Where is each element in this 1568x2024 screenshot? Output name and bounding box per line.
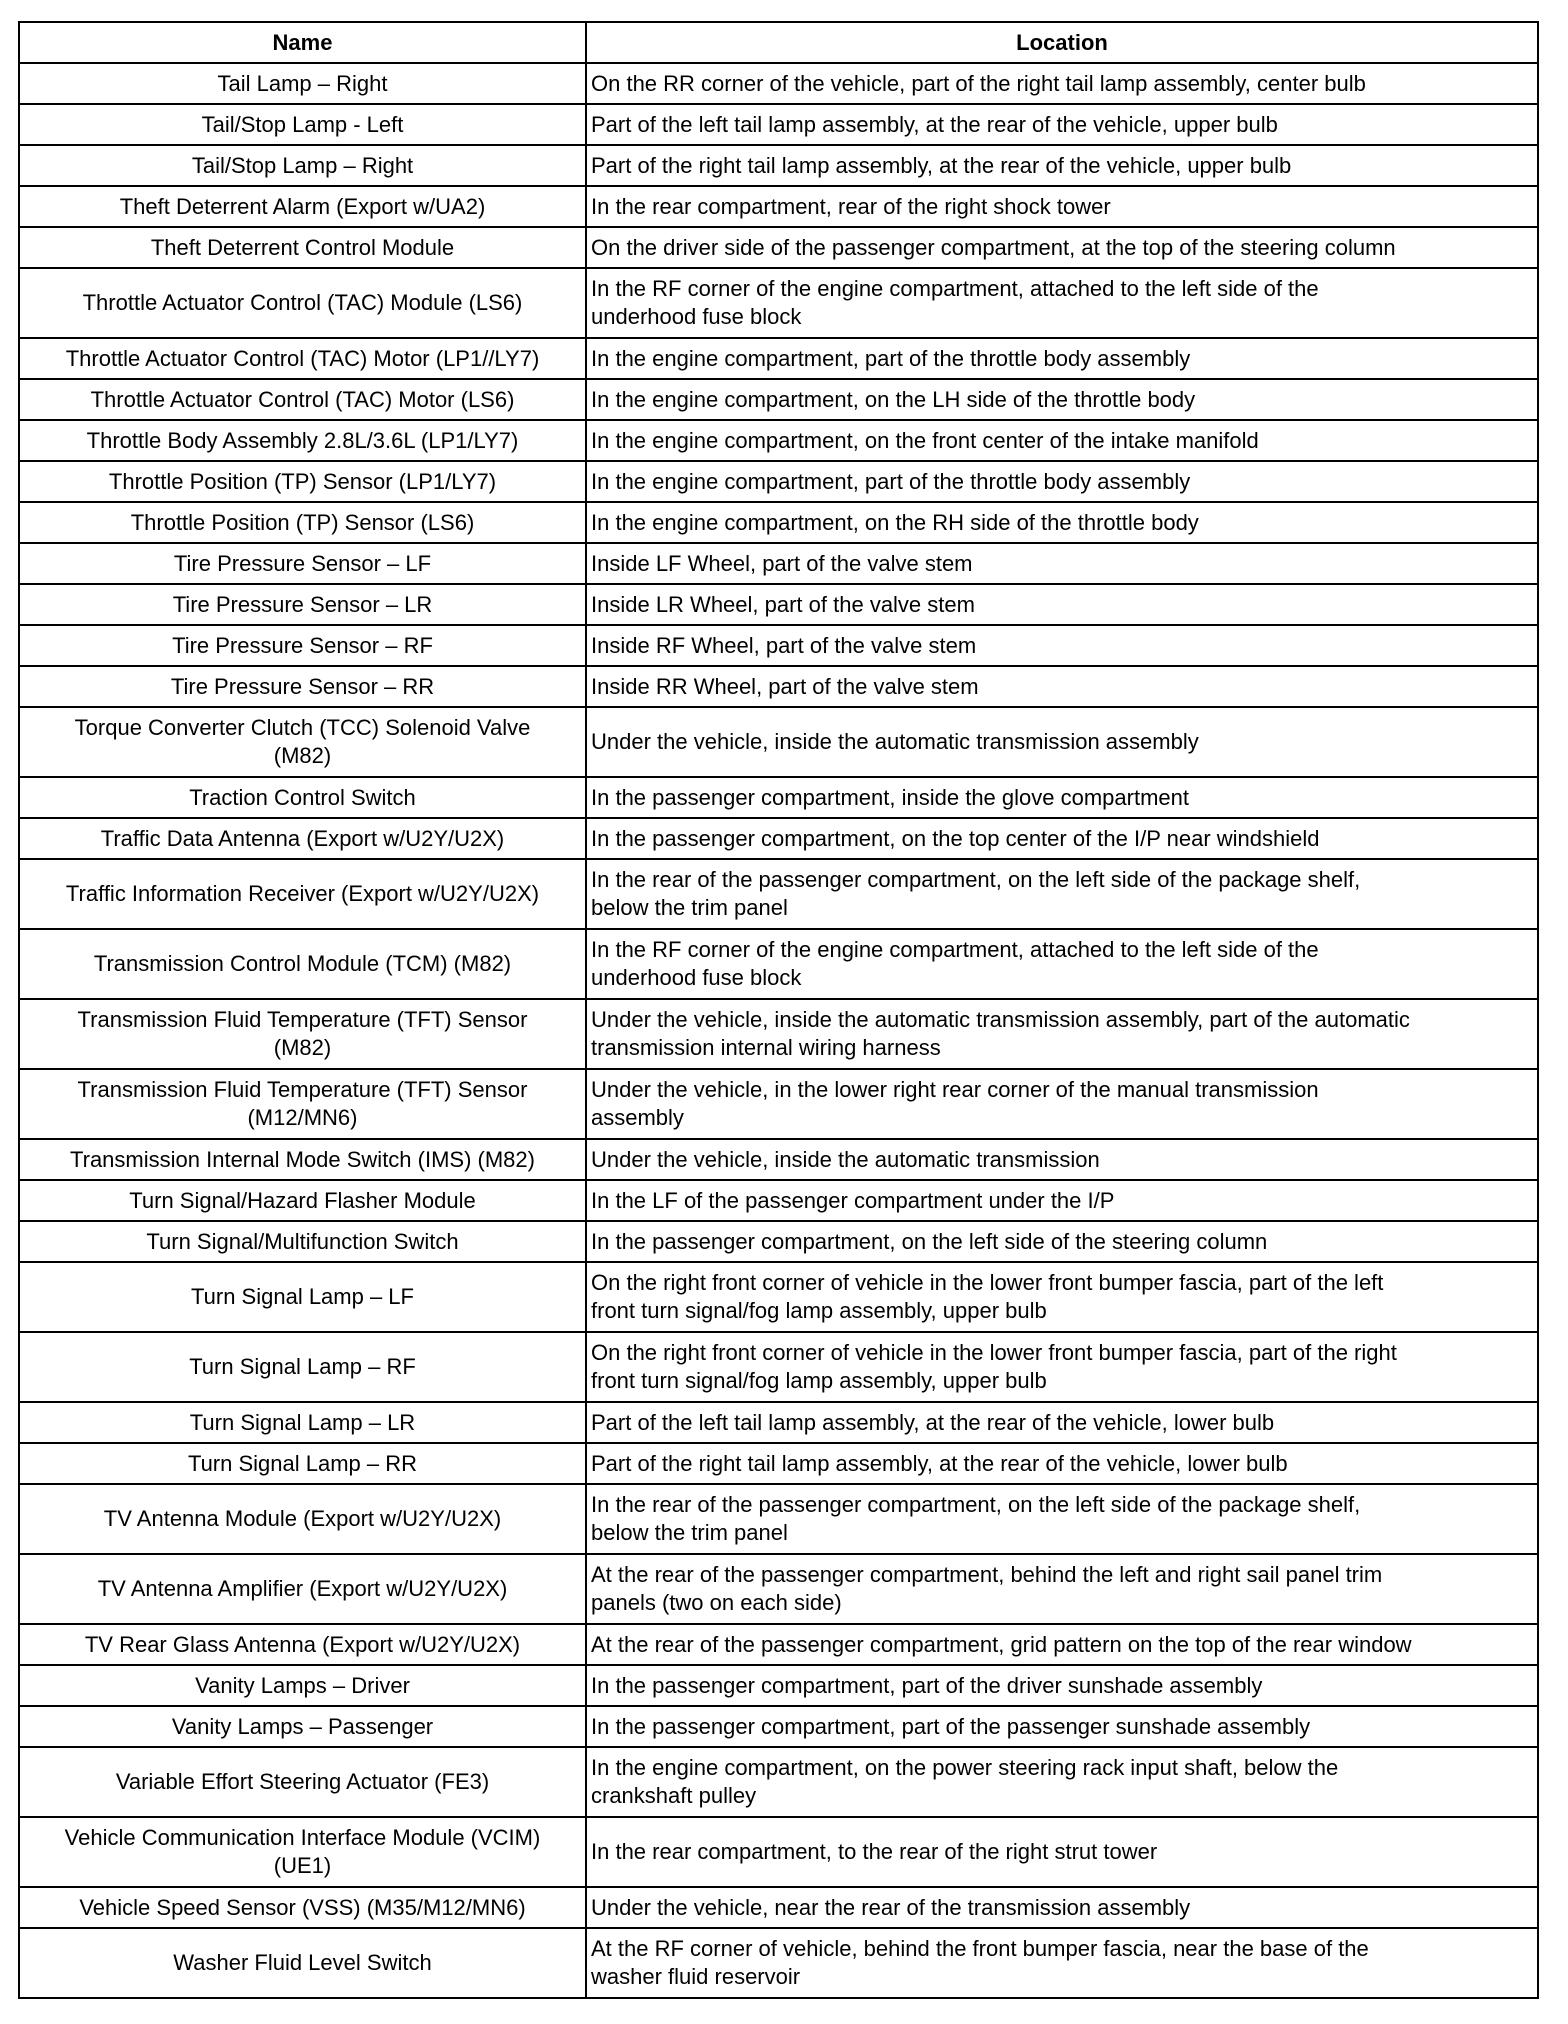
component-name-cell: Washer Fluid Level Switch [19,1928,586,1998]
component-location-cell: Under the vehicle, inside the automatic transmission assembly, part of the automatic transmission internal wiring harness [586,999,1538,1069]
table-row [19,1665,1538,1706]
name-column-header: Name [19,22,586,63]
table-row [19,1262,1538,1332]
component-name-cell: Turn Signal Lamp – LF [19,1262,586,1332]
component-name-cell: Transmission Internal Mode Switch (IMS) (M82) [19,1139,586,1180]
component-name-cell: Tail/Stop Lamp – Right [19,145,586,186]
component-location-table [18,21,1539,1999]
table-row [19,777,1538,818]
table-row [19,859,1538,929]
component-name-cell: TV Antenna Amplifier (Export w/U2Y/U2X) [19,1554,586,1624]
component-name-cell: Theft Deterrent Control Module [19,227,586,268]
table-body [19,63,1538,1998]
component-name-cell: Variable Effort Steering Actuator (FE3) [19,1747,586,1817]
component-location-cell: Part of the right tail lamp assembly, at the rear of the vehicle, lower bulb [586,1443,1538,1484]
component-name-cell: Vanity Lamps – Passenger [19,1706,586,1747]
table-row [19,1554,1538,1624]
component-location-cell: Inside LR Wheel, part of the valve stem [586,584,1538,625]
component-location-cell: Part of the left tail lamp assembly, at the rear of the vehicle, upper bulb [586,104,1538,145]
component-name-cell: Vehicle Speed Sensor (VSS) (M35/M12/MN6) [19,1887,586,1928]
table-row [19,420,1538,461]
table-row [19,104,1538,145]
table-row [19,929,1538,999]
component-name-cell: TV Antenna Module (Export w/U2Y/U2X) [19,1484,586,1554]
component-location-cell: In the passenger compartment, inside the glove compartment [586,777,1538,818]
table-row [19,1402,1538,1443]
component-name-cell: Turn Signal/Multifunction Switch [19,1221,586,1262]
table-row [19,145,1538,186]
component-name-cell: Tire Pressure Sensor – LF [19,543,586,584]
component-name-cell: Transmission Fluid Temperature (TFT) Sensor (M82) [19,999,586,1069]
component-name-cell: Throttle Position (TP) Sensor (LP1/LY7) [19,461,586,502]
table-row [19,186,1538,227]
component-name-cell: Turn Signal Lamp – LR [19,1402,586,1443]
component-name-cell: Throttle Actuator Control (TAC) Motor (LP1//LY7) [19,338,586,379]
table-row [19,379,1538,420]
table-row [19,625,1538,666]
table-row [19,1180,1538,1221]
component-location-cell: In the engine compartment, on the power steering rack input shaft, below the crankshaft pulley [586,1747,1538,1817]
component-location-cell: Inside LF Wheel, part of the valve stem [586,543,1538,584]
table-row [19,584,1538,625]
table-row [19,1817,1538,1887]
table-row [19,1484,1538,1554]
component-name-cell: Tire Pressure Sensor – RF [19,625,586,666]
location-column-header: Location [586,22,1538,63]
component-location-cell: In the engine compartment, part of the throttle body assembly [586,461,1538,502]
component-location-cell: Under the vehicle, near the rear of the transmission assembly [586,1887,1538,1928]
component-name-cell: Turn Signal Lamp – RR [19,1443,586,1484]
component-location-cell: Part of the left tail lamp assembly, at the rear of the vehicle, lower bulb [586,1402,1538,1443]
component-location-cell: In the rear compartment, rear of the right shock tower [586,186,1538,227]
component-name-cell: Tail/Stop Lamp - Left [19,104,586,145]
table-row [19,1747,1538,1817]
component-name-cell: Turn Signal Lamp – RF [19,1332,586,1402]
component-location-cell: At the rear of the passenger compartment, behind the left and right sail panel trim panels (two on each side) [586,1554,1538,1624]
table-row [19,461,1538,502]
component-name-cell: Tire Pressure Sensor – RR [19,666,586,707]
component-location-cell: In the rear of the passenger compartment, on the left side of the package shelf, below the trim panel [586,1484,1538,1554]
table-row [19,1069,1538,1139]
component-name-cell: Vanity Lamps – Driver [19,1665,586,1706]
component-location-cell: In the engine compartment, on the LH side of the throttle body [586,379,1538,420]
component-location-cell: At the rear of the passenger compartment, grid pattern on the top of the rear window [586,1624,1538,1665]
table-row [19,63,1538,104]
component-name-cell: Throttle Body Assembly 2.8L/3.6L (LP1/LY7) [19,420,586,461]
table-header-row [19,22,1538,63]
table-row [19,1332,1538,1402]
component-name-cell: Traffic Data Antenna (Export w/U2Y/U2X) [19,818,586,859]
component-name-cell: Transmission Control Module (TCM) (M82) [19,929,586,999]
component-name-cell: Vehicle Communication Interface Module (VCIM) (UE1) [19,1817,586,1887]
component-location-cell: In the passenger compartment, on the top center of the I/P near windshield [586,818,1538,859]
table-row [19,999,1538,1069]
component-location-cell: Part of the right tail lamp assembly, at the rear of the vehicle, upper bulb [586,145,1538,186]
table-row [19,268,1538,338]
table-row [19,666,1538,707]
component-location-cell: Inside RR Wheel, part of the valve stem [586,666,1538,707]
component-location-cell: Under the vehicle, inside the automatic transmission assembly [586,707,1538,777]
table-row [19,227,1538,268]
table-row [19,1221,1538,1262]
table-row [19,1928,1538,1998]
component-name-cell: Tire Pressure Sensor – LR [19,584,586,625]
component-location-cell: In the engine compartment, part of the throttle body assembly [586,338,1538,379]
component-location-cell: Inside RF Wheel, part of the valve stem [586,625,1538,666]
component-name-cell: Traction Control Switch [19,777,586,818]
component-name-cell: Torque Converter Clutch (TCC) Solenoid Valve (M82) [19,707,586,777]
component-location-cell: In the LF of the passenger compartment under the I/P [586,1180,1538,1221]
table-row [19,818,1538,859]
table-row [19,338,1538,379]
component-name-cell: Turn Signal/Hazard Flasher Module [19,1180,586,1221]
component-name-cell: Throttle Actuator Control (TAC) Module (LS6) [19,268,586,338]
component-name-cell: Transmission Fluid Temperature (TFT) Sensor (M12/MN6) [19,1069,586,1139]
table-row [19,1887,1538,1928]
component-location-cell: In the passenger compartment, part of the driver sunshade assembly [586,1665,1538,1706]
component-name-cell: Throttle Actuator Control (TAC) Motor (LS6) [19,379,586,420]
component-location-cell: In the engine compartment, on the front center of the intake manifold [586,420,1538,461]
component-location-cell: On the right front corner of vehicle in the lower front bumper fascia, part of the left front turn signal/fog lamp assembly, upper bulb [586,1262,1538,1332]
component-name-cell: Throttle Position (TP) Sensor (LS6) [19,502,586,543]
component-location-cell: In the rear of the passenger compartment, on the left side of the package shelf, below the trim panel [586,859,1538,929]
table-row [19,1624,1538,1665]
table-row [19,1443,1538,1484]
table-row [19,502,1538,543]
component-location-cell: At the RF corner of vehicle, behind the front bumper fascia, near the base of the washer fluid reservoir [586,1928,1538,1998]
table-row [19,543,1538,584]
component-location-cell: On the driver side of the passenger compartment, at the top of the steering column [586,227,1538,268]
component-location-cell: In the RF corner of the engine compartment, attached to the left side of the underhood fuse block [586,268,1538,338]
component-location-cell: In the passenger compartment, on the left side of the steering column [586,1221,1538,1262]
component-location-cell: On the right front corner of vehicle in the lower front bumper fascia, part of the right front turn signal/fog lamp assembly, upper bulb [586,1332,1538,1402]
component-location-cell: On the RR corner of the vehicle, part of the right tail lamp assembly, center bulb [586,63,1538,104]
component-location-cell: In the engine compartment, on the RH side of the throttle body [586,502,1538,543]
table-row [19,1706,1538,1747]
component-location-cell: In the rear compartment, to the rear of the right strut tower [586,1817,1538,1887]
component-location-cell: Under the vehicle, in the lower right rear corner of the manual transmission assembly [586,1069,1538,1139]
table-row [19,707,1538,777]
table-row [19,1139,1538,1180]
component-location-cell: In the RF corner of the engine compartment, attached to the left side of the underhood fuse block [586,929,1538,999]
component-name-cell: Theft Deterrent Alarm (Export w/UA2) [19,186,586,227]
component-name-cell: TV Rear Glass Antenna (Export w/U2Y/U2X) [19,1624,586,1665]
component-name-cell: Tail Lamp – Right [19,63,586,104]
component-location-cell: Under the vehicle, inside the automatic transmission [586,1139,1538,1180]
component-name-cell: Traffic Information Receiver (Export w/U2Y/U2X) [19,859,586,929]
component-location-cell: In the passenger compartment, part of the passenger sunshade assembly [586,1706,1538,1747]
